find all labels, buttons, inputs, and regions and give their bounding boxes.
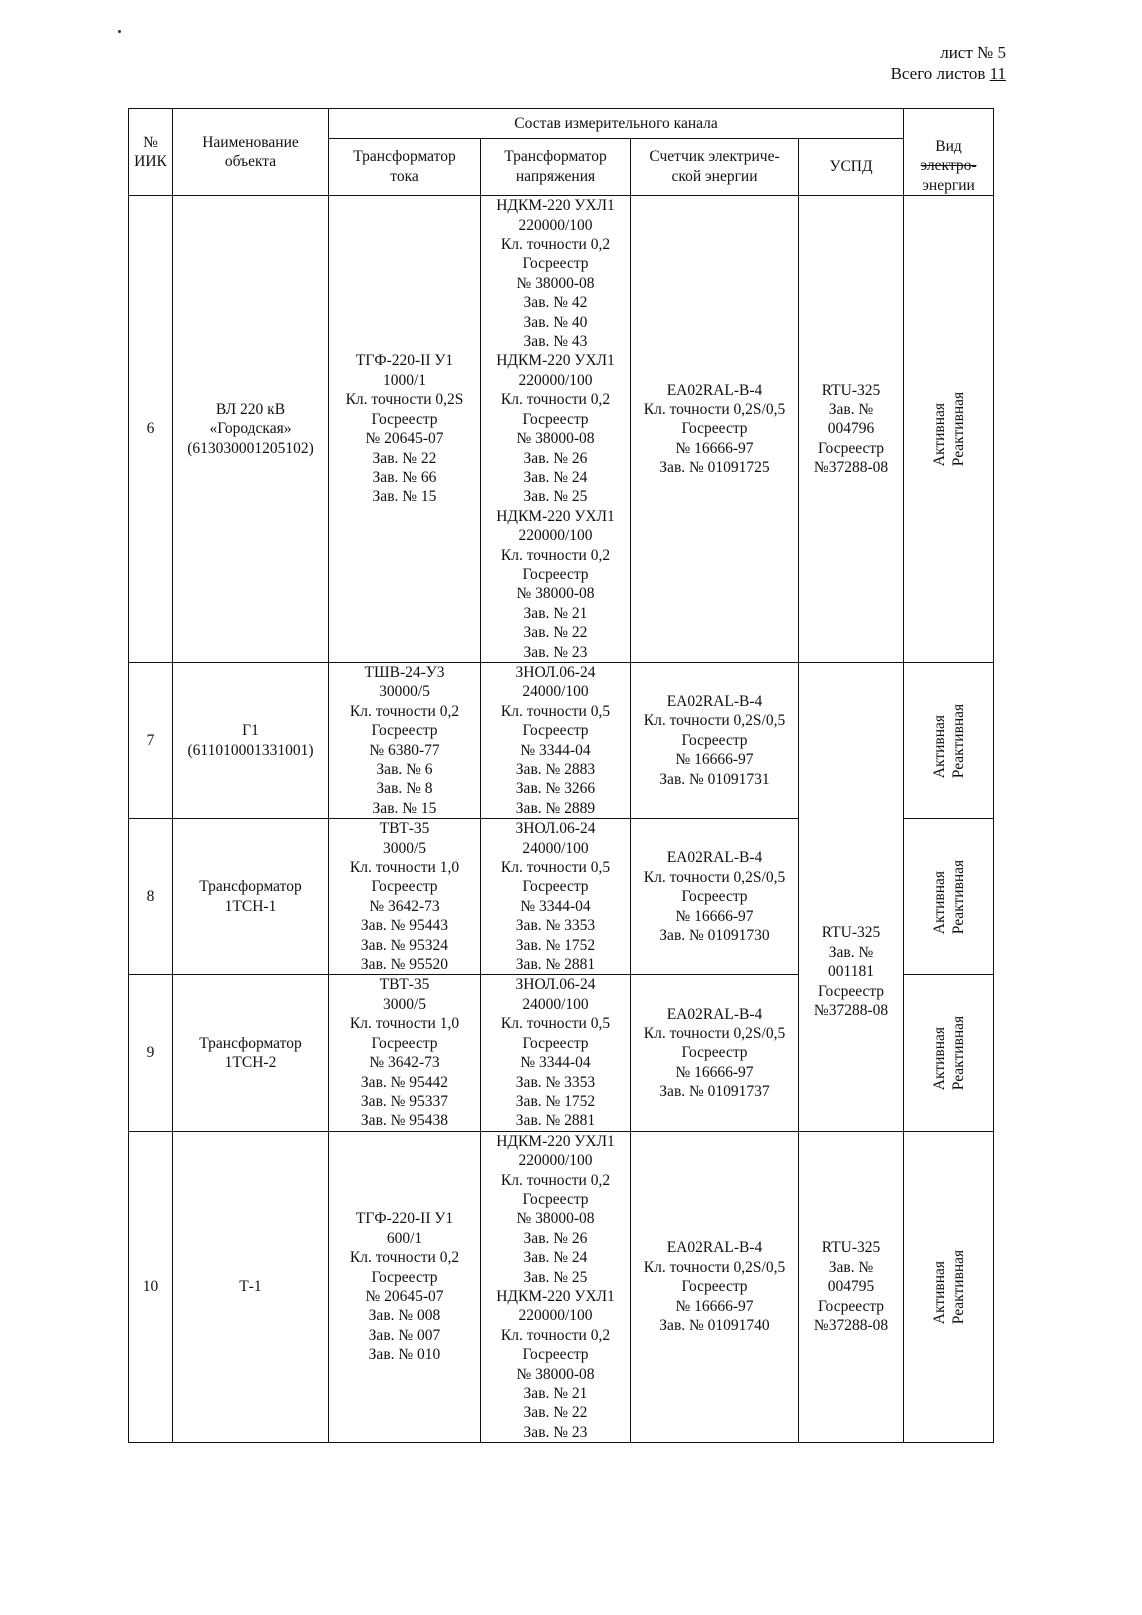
voltage-transformer-line: Госреестр [522,878,589,896]
current-transformer-line: Зав. № 6 [376,761,433,778]
object-name [173,196,329,663]
current-transformer-line: Зав. № 8 [376,780,433,798]
object-name-line: Г1 [242,722,259,740]
energy-meter-line: EA02RAL-B-4 [666,849,763,867]
header-num-line1: № [143,133,158,151]
current-transformer-line: Госреестр [371,410,438,428]
object-name-line: Трансформатор [199,878,302,896]
energy-meter-line: Госреестр [681,1044,748,1062]
voltage-transformer-line: Зав. № 26 [523,1229,588,1247]
sheet-total-value: 11 [989,64,1006,83]
voltage-transformer-line: Зав. № 22 [523,1404,588,1422]
energy-meter-line: Кл. точности 0,2S/0,5 [643,868,786,886]
voltage-transformer-line: Зав. № 3353 [515,917,596,935]
uspd-shared-line: RTU-325 [821,924,881,942]
energy-kind [904,196,994,663]
voltage-transformer-line: ЗНОЛ.06-24 [515,976,596,994]
voltage-transformer-line: Кл. точности 0,5 [500,1015,611,1033]
uspd [799,1131,904,1443]
voltage-transformer-line: № 3344-04 [520,897,591,915]
current-transformer-line: ТВТ-35 [379,976,430,994]
object-name-line: «Городская» [209,420,292,438]
uspd-line: RTU-325 [821,381,881,399]
header-vt-line2: напряжения [515,167,596,185]
uspd-line: 004795 [827,1278,875,1296]
uspd-shared-line: №37288-08 [813,1001,889,1019]
voltage-transformer-line: Кл. точности 0,2 [500,1171,611,1189]
voltage-transformer-line: 220000/100 [518,216,593,234]
energy-meter-line: EA02RAL-B-4 [666,1239,763,1257]
current-transformer-line: Зав. № 95442 [360,1073,449,1091]
energy-kind-rotated [930,392,968,466]
voltage-transformer-line: Кл. точности 0,2 [500,546,611,564]
iik-number: 10 [129,1131,173,1443]
voltage-transformer-line: 220000/100 [518,1152,593,1170]
voltage-transformer-line: Госреестр [522,1346,589,1364]
current-transformer-line: № 3642-73 [369,1054,440,1072]
energy-kind-rotated [930,1250,968,1324]
current-transformer-line: ТШВ-24-У3 [364,663,445,681]
uspd-line: 004796 [827,420,875,438]
voltage-transformer-line: № 38000-08 [516,585,595,603]
energy-kind [904,975,994,1131]
voltage-transformer-line: Госреестр [522,565,589,583]
current-transformer-line: № 6380-77 [369,741,440,759]
current-transformer-line: Зав. № 95438 [360,1112,449,1130]
energy-meter-line: Кл. точности 0,2S/0,5 [643,1024,786,1042]
energy-meter-line: № 16666-97 [675,751,754,769]
current-transformer-line: Зав. № 008 [368,1307,441,1325]
voltage-transformer-line: НДКМ-220 УХЛ1 [496,352,615,370]
voltage-transformer-line: 220000/100 [518,371,593,389]
voltage-transformer [481,819,631,975]
voltage-transformer-line: Кл. точности 0,5 [500,859,611,877]
object-name-line: Трансформатор [199,1034,302,1052]
voltage-transformer-line: 220000/100 [518,1307,593,1325]
energy-meter-line: Госреестр [681,1278,748,1296]
voltage-transformer-line: 24000/100 [522,839,589,857]
energy-kind [904,662,994,818]
energy-meter-line: Зав. № 01091730 [659,926,770,944]
voltage-transformer-line: Кл. точности 0,2 [500,1326,611,1344]
voltage-transformer-line: Зав. № 1752 [515,936,596,954]
current-transformer-line: Зав. № 66 [372,468,437,486]
energy-meter-line: EA02RAL-B-4 [666,381,763,399]
header-meter-line1: Счетчик электриче- [649,148,780,166]
voltage-transformer-line: Зав. № 43 [523,333,588,351]
voltage-transformer [481,196,631,663]
header-num-line2: ИИК [134,153,167,171]
energy-meter-line: Кл. точности 0,2S/0,5 [643,1258,786,1276]
energy-meter-line: Зав. № 01091731 [659,770,770,788]
current-transformer-line: Зав. № 15 [372,799,437,817]
current-transformer-line: Госреестр [371,878,438,896]
voltage-transformer-line: Госреестр [522,722,589,740]
voltage-transformer-line: НДКМ-220 УХЛ1 [496,507,615,525]
energy-meter-line: Кл. точности 0,2S/0,5 [643,712,786,730]
current-transformer [329,975,481,1131]
voltage-transformer-line: Зав. № 40 [523,313,588,331]
energy-meter-line: Зав. № 01091725 [659,459,770,477]
header-meter [631,138,799,196]
object-name [173,1131,329,1443]
object-name-line: Т-1 [239,1278,262,1296]
voltage-transformer-line: Кл. точности 0,5 [500,702,611,720]
current-transformer-line: Госреестр [371,1034,438,1052]
iik-number: 6 [129,196,173,663]
current-transformer [329,1131,481,1443]
voltage-transformer-line: Зав. № 21 [523,604,588,622]
energy-kind-rotated [930,1016,968,1090]
energy-meter [631,1131,799,1443]
energy-meter-line: № 16666-97 [675,439,754,457]
current-transformer-line: Кл. точности 0,2 [349,1249,460,1267]
voltage-transformer-line: № 38000-08 [516,430,595,448]
current-transformer [329,662,481,818]
energy-kind-reactive: Реактивная [949,703,967,778]
current-transformer-line: 3000/5 [382,995,427,1013]
current-transformer-line: Кл. точности 1,0 [349,1015,460,1033]
voltage-transformer-line: № 3344-04 [520,1054,591,1072]
object-name [173,819,329,975]
energy-kind-rotated [930,860,968,934]
iik-number: 9 [129,975,173,1131]
energy-kind [904,819,994,975]
uspd-line: Зав. № [828,1258,874,1276]
voltage-transformer-line: ЗНОЛ.06-24 [515,820,596,838]
voltage-transformer-line: Госреестр [522,1190,589,1208]
voltage-transformer-line: ЗНОЛ.06-24 [515,663,596,681]
voltage-transformer-line: № 38000-08 [516,1365,595,1383]
sheet-number: лист № 5 [940,43,1006,62]
voltage-transformer-line: № 3344-04 [520,741,591,759]
sheet-total: Всего листов 11 [890,64,1006,83]
voltage-transformer-line: Зав. № 23 [523,643,588,661]
current-transformer [329,196,481,663]
voltage-transformer-line: Зав. № 23 [523,1423,588,1441]
voltage-transformer-line: Зав. № 24 [523,468,588,486]
energy-meter-line: Госреестр [681,888,748,906]
object-name-line: ВЛ 220 кВ [215,400,286,418]
current-transformer-line: 600/1 [386,1229,423,1247]
uspd-line: Зав. № [828,400,874,418]
energy-meter-line: Госреестр [681,420,748,438]
voltage-transformer-line: Зав. № 26 [523,449,588,467]
energy-meter-line: EA02RAL-B-4 [666,693,763,711]
table-row [129,1131,994,1443]
uspd-line: RTU-325 [821,1239,881,1257]
energy-kind-active: Активная [930,870,948,935]
header-object [173,109,329,196]
energy-kind-active: Активная [930,1260,948,1325]
object-name [173,662,329,818]
iik-number: 8 [129,819,173,975]
header-kind-line1: Вид [935,138,962,155]
current-transformer-line: № 20645-07 [365,1287,444,1305]
voltage-transformer [481,662,631,818]
header-kind-line2: электро- [920,157,977,175]
voltage-transformer-line: Зав. № 2881 [515,1112,596,1130]
header-ct-line2: тока [390,167,419,185]
current-transformer-line: Кл. точности 0,2 [349,702,460,720]
voltage-transformer-line: Зав. № 22 [523,624,588,642]
current-transformer-line: Госреестр [371,722,438,740]
voltage-transformer-line: Зав. № 42 [523,294,588,312]
energy-kind [904,1131,994,1443]
current-transformer-line: 3000/5 [382,839,427,857]
object-name-line: 1ТСН-1 [224,897,277,915]
current-transformer [329,819,481,975]
header-num [129,109,173,196]
object-name-line: (611010001331001) [187,741,314,759]
energy-kind-active: Активная [930,403,948,467]
current-transformer-line: Зав. № 22 [372,449,437,467]
energy-meter-line: EA02RAL-B-4 [666,1005,763,1023]
energy-kind-reactive: Реактивная [949,391,967,467]
measurement-channels-table [128,108,994,1443]
scan-speck [118,30,121,33]
energy-kind-reactive: Реактивная [949,1015,967,1091]
uspd-shared-line: 001181 [828,963,874,981]
iik-number: 7 [129,662,173,818]
object-name-line: (613030001205102) [187,439,314,457]
voltage-transformer-line: Кл. точности 0,2 [500,236,611,254]
header-ct [329,138,481,196]
energy-kind-active: Активная [930,714,948,778]
header-vt-line1: Трансформатор [504,148,607,166]
voltage-transformer-line: Зав. № 1752 [515,1092,596,1110]
voltage-transformer [481,1131,631,1443]
voltage-transformer-line: Зав. № 2881 [515,956,596,974]
current-transformer-line: 1000/1 [382,371,427,389]
voltage-transformer-line: Зав. № 3353 [515,1073,596,1091]
voltage-transformer-line: Зав. № 21 [523,1385,588,1402]
energy-meter-line: Госреестр [681,731,748,749]
header-meter-line2: ской энергии [671,167,758,185]
uspd-shared-line: Зав. № [828,943,874,961]
energy-meter [631,975,799,1131]
header-ct-line1: Трансформатор [353,148,456,166]
header-uspd: УСПД [799,138,904,196]
current-transformer-line: № 20645-07 [365,430,444,448]
table-row [129,662,994,818]
energy-meter-line: Кл. точности 0,2S/0,5 [643,400,786,418]
voltage-transformer-line: НДКМ-220 УХЛ1 [496,1132,615,1150]
voltage-transformer-line: № 38000-08 [516,274,595,292]
current-transformer-line: Зав. № 007 [368,1326,441,1344]
voltage-transformer-line: Зав. № 3266 [515,780,596,798]
uspd [799,196,904,663]
current-transformer-line: № 3642-73 [369,897,440,915]
current-transformer-line: Госреестр [371,1268,438,1286]
voltage-transformer [481,975,631,1131]
current-transformer-line: Зав. № 95337 [360,1092,449,1110]
voltage-transformer-line: Госреестр [522,255,589,273]
energy-meter [631,662,799,818]
current-transformer-line: Зав. № 15 [372,488,437,506]
header-vt [481,138,631,196]
header-kind-line3: энергии [922,176,975,194]
uspd-line: Госреестр [817,1297,885,1315]
current-transformer-line: ТГФ-220-II У1 [355,1210,454,1228]
current-transformer-line: Зав. № 95324 [360,936,449,954]
sheet-info [891,42,1006,84]
energy-kind-active: Активная [930,1027,948,1091]
voltage-transformer-line: НДКМ-220 УХЛ1 [496,1287,615,1305]
current-transformer-line: Зав. № 95520 [360,956,449,974]
voltage-transformer-line: 220000/100 [518,527,593,545]
current-transformer-line: Кл. точности 0,2S [345,391,464,409]
uspd-shared-line: Госреестр [817,982,885,1000]
current-transformer-line: Зав. № 010 [368,1346,441,1364]
header-kind [904,109,994,196]
voltage-transformer-line: НДКМ-220 УХЛ1 [496,197,615,215]
energy-meter-line: № 16666-97 [675,1297,754,1315]
voltage-transformer-line: 24000/100 [522,683,589,701]
voltage-transformer-line: Кл. точности 0,2 [500,391,611,409]
table-row [129,196,994,663]
energy-kind-reactive: Реактивная [949,859,967,935]
voltage-transformer-line: 24000/100 [522,995,589,1013]
voltage-transformer-line: Госреестр [522,1034,589,1052]
uspd-shared [799,662,904,1131]
voltage-transformer-line: Зав. № 25 [523,1268,588,1286]
energy-meter-line: № 16666-97 [675,1063,754,1081]
current-transformer-line: Зав. № 95443 [360,917,449,935]
current-transformer-line: ТВТ-35 [379,820,430,838]
energy-meter-line: Зав. № 01091737 [659,1083,770,1101]
voltage-transformer-line: Зав. № 25 [523,488,588,506]
uspd-line: №37288-08 [813,1317,889,1335]
energy-meter [631,196,799,663]
header-object-line1: Наименование [202,133,299,151]
object-name-line: 1ТСН-2 [224,1054,277,1072]
energy-kind-reactive: Реактивная [949,1249,967,1325]
object-name [173,975,329,1131]
uspd-line: №37288-08 [813,459,889,477]
energy-meter-line: № 16666-97 [675,907,754,925]
energy-kind-rotated [930,703,968,777]
energy-meter-line: Зав. № 01091740 [659,1317,770,1335]
uspd-line: Госреестр [817,439,885,457]
voltage-transformer-line: Зав. № 2889 [515,799,596,817]
current-transformer-line: ТГФ-220-II У1 [355,352,454,370]
voltage-transformer-line: Зав. № 24 [523,1249,588,1267]
voltage-transformer-line: Зав. № 2883 [515,761,596,778]
header-object-line2: объекта [224,153,277,171]
table-body [129,196,994,1443]
voltage-transformer-line: Госреестр [522,410,589,428]
current-transformer-line: Кл. точности 1,0 [349,859,460,877]
energy-meter [631,819,799,975]
current-transformer-line: 30000/5 [379,683,430,701]
header-composition: Состав измерительного канала [329,109,904,139]
voltage-transformer-line: № 38000-08 [516,1210,595,1228]
